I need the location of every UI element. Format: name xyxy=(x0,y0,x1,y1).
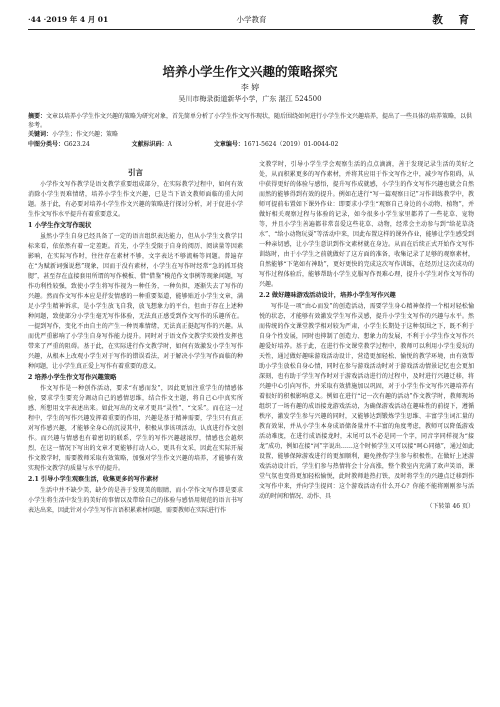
section-1-paragraph: 虽然小学生自身已经具备了一定的语言组织表达能力，但从小学生文教学目标来看，依依然有着一定差距。首先，小学生受限于自身的阅历、阅读量等因素影响，在实际写作时，往往存在素材不够，文字表达不够流畅等问题。普遍存在“为赋新词强说愁”现象，因而于没有素材，小学生在写作时经常“急的抓耳挠腮”，甚至存在直接套用所谓的写作模板、借“借鉴”模范作文事例等现象问题，写作功利性较强，致使小学生将写作视为一种任务，一种负担，逐渐失去了写作的兴趣。然而作文写作本应是抒发情感的一种重要渠道，能够贴近小学生文章，满足小学生精神诉求，是小学生放飞自我，放飞想象力的平台，但由于存在上述种种问题，致使部分小学生毫无写作体验，无法真正感受到作文写作的乐趣所在。一提到写作，变化不由自主的产生一种畏难情绪，无法真正挺起写作的兴趣。从而优严重影响了小学生自身写作能力提升。同时对于语文作文教学实效性发挥也带来了严重的阻碍。基于此，在实际进行作文教学时，如何有效激发小学生写作兴趣，从根本上改观小学生对于写作的错误看法，对于解决小学生写作面临的种种问题，让小学生真正爱上写作有着重要的意义。 xyxy=(28,233,243,370)
right-column xyxy=(259,160,474,682)
clc-label: 中图分类号： xyxy=(28,141,65,148)
section-2-paragraph: 作文写作是一种创作活动，要求“有感而发”，因此更加注重学生的情感体验，要求学生要充分调动自己的感情思维，结合作文主题，将自己心中真实所感、所想用文字表述出来。如此写出的文章才更具“灵性”、“文采”。而在这一过程中，学生的写作兴趣发挥着重要的作用，兴趣是基于精神需要，学生只有真正对写作感兴趣，才能够全身心的沉浸其中，积极从事该项活动，认真进行作文创作。而兴趣与情感也有着密切的联系，学生的写作兴趣越浓厚，情感也会越炽烈，在这一情况下写出的文章才更能够打动人心，更具有文采，因此在实际开展作文教学时，需要教师采取有效策略，加强对学生作文兴趣的培养，才能够有效实现作文教学的质量与水平的提升。 xyxy=(28,385,243,472)
header-rule xyxy=(28,29,475,30)
author-affiliation: 吴川市梅录街道新华小学，广东 湛江 524500 xyxy=(178,95,322,103)
section-1-heading: 1 小学生作文写作现状 xyxy=(28,222,92,229)
section-2-heading: 2 培养小学生作文写作兴趣策略 xyxy=(28,374,117,381)
keywords-label: 关键词： xyxy=(28,131,53,138)
section-2-1-heading: 2.1 引导小学生观察生活，收集更多的写作素材 xyxy=(28,476,159,483)
article-id-label: 文章编号： xyxy=(213,141,244,148)
continued-paragraph: 文教学时，引导小学生学会观察生活的点点滴滴，善于发现记录生活的美好之处，从而积累更多的写作素材，并将其应用于作文写作之中，减少写作阻碍，从中获得更好的体验与感悟，提升写作成就感，小学生的作文写作兴趣也就会自然而然的能够得到有效的提升。例如在进行“写一篇观察日记”习作训练教学中，教师可提前布置如下课外作业：即要求小学生“观察自己身边的小动物、植物”，并做好相关观察过程与体验的记录，如今很多小学生家里都养了一些花草、宠物等，并且小学生善遍都非常喜爱这些花草、动物，经常会主动参与到“给花草浇水”、“给小动物玩耍”等活动中来，因此布置这样的课外作业，能够让学生感受到一种亲切感，让小学生意识到作文素材就在身边。从而在后续正式开始作文写作训练时，由于小学生之前就做好了这方面的准备，收集记录了足够的观察素材，自然能够“下笔如有神助”，更好更快的完成这次写作训练，在经历过这次成功的写作过程体验后，能够帮助小学生克服写作畏难心理，提升小学生对作文写作的兴趣。 xyxy=(259,161,474,288)
header-issue: ·44 ·2019 年 4 月 01 xyxy=(28,15,109,24)
intro-heading: 引言 xyxy=(128,168,143,177)
section-2-2-heading: 2.2 做好趣味游戏活动设计，培养小学生写作兴趣 xyxy=(259,292,396,299)
article-id-value: 1671-5624（2019）01-0044-02 xyxy=(243,141,339,148)
intro-paragraph: 小学作文写作教学是语文教学重要组成部分，在实际教学过程中，如何有效消除小学生畏难情绪，培养小学生作文兴趣，已是当下语文教师面临的重大问题。基于此，有必要对培养小学生作文兴趣的策略进行探讨分析，对于促进小学生作文写作水平提升有着重要意义。 xyxy=(28,181,243,218)
abstract-text: 文章以培养小学生作文兴趣的策略为研究对象，首先简单分析了小学生作文写作现状，随后围绕如何进行小学生作文兴趣培养，提出了一些具体的培养策略，以供参考。 xyxy=(28,113,473,129)
doc-code-value: A xyxy=(167,141,173,148)
doc-code-label: 文献标识码： xyxy=(131,141,168,148)
left-column xyxy=(28,167,243,689)
section-2-1-paragraph: 生活中并不缺少美，缺少的是善于发现美的眼睛，而小学作文写作即是要求小学生将生活中发生的美好的事情以及带给自己的体验与感悟用规范的语言书写表达出来，因此针对小学生写作言语积累素材问题，需要教师在实际进行作 xyxy=(28,487,243,514)
abstract xyxy=(28,112,473,130)
section-2-2-paragraph: 写作是一项“由心而发”的创造活动，需要学生身心精神保持一个相对轻松愉悦的状态，才能够有效激发学生写作灵感，提升小学生文写作的兴趣与水平。然而传统的作文课堂教学相对较为严肃，小学生长期处于这种氛围之下，既不利于自身个性发展，同时也抑制了创造力、想象力的发展，不利于小学生作文写作兴趣爱好培养。基于此，在进行作文课堂教学过程中，教师可以利用小学生爱玩的天性，通过做好趣味游戏活动设计，营造更加轻松、愉悦的教学环境，由有效帮助小学生放松自身心情，同时在参与游戏活动时对于游戏活动情景记忆也会更加深刻，也有助于学生写作时对于游戏活动进行的过程中，及时进行兴趣迁移，将兴趣中心引向写作，并采取有效措施加以巩固，对于小学生作文写作兴趣培养有着很好的积极影响意义。例如在进行“记一次有趣的活动”作文教学时，教师现场组织了一场有趣的成语接龙游戏活动，为确保游戏活动在趣味性的前提下，遵循秩序，激发学生参与兴趣的同时，又能够达到锻炼学生思维、丰富学生词汇量的教育效果，并从小学生本身成语储备量并不丰富的角度考虑，教师可以降低游戏活动难度，在进行成语接龙时，末尾可以不必是同一个字，同音字同样视为“接龙”成功，例如在接“河”字说出……这个时候学生又可以接“呵心同德”，通过如此设置，能够保障游戏进行的更加顺利，避免挫伤学生参与积极性，在做好上述游戏活动设计后，学生们参与热情将会十分高涨，整个教室内充满了欢声笑语，课堂气氛也变得更加轻松愉悦，此时教师趁热打铁，及时将学生的兴趣点迁移到作文写作中来，并向学生提问：这个游戏活动有什么开心？你能不能将刚刚参与活动的时间和情况、动作、具 xyxy=(259,303,474,500)
article-author: 李 婷 xyxy=(240,83,260,92)
header-journal: 教 育 xyxy=(432,14,475,26)
clc-value: G623.24 xyxy=(64,141,90,148)
abstract-label: 摘要： xyxy=(28,113,47,120)
keywords xyxy=(28,130,473,139)
header-column-name: 小学教育 xyxy=(236,15,267,24)
article-title: 培养小学生作文兴趣的策略探究 xyxy=(162,64,338,79)
keywords-text: 小学生；作文兴趣；策略 xyxy=(52,131,119,138)
continuation-note: （下转第 46 页） xyxy=(426,503,474,510)
classification-line xyxy=(28,140,473,149)
page-header xyxy=(28,14,475,28)
